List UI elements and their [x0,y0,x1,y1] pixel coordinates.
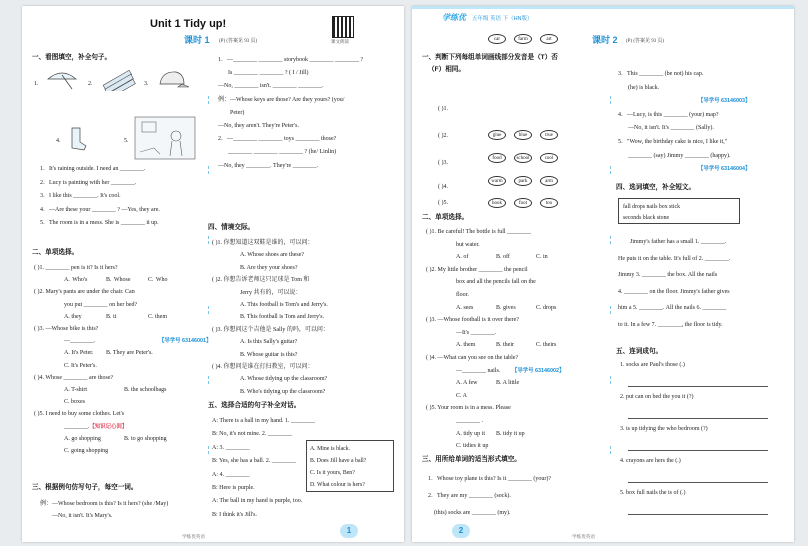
mc-3-question: ( )3. —Whose football is it over there? [426,317,519,324]
pic-num-5: 5. [124,138,129,144]
passage-line-3: Jimmy 3. ________ the box. All the nails [618,272,718,279]
passage-line-4: 4. ________ on the floor. Jimmy's father gives [618,288,730,295]
mc-5-option-c: C. tidies it up [456,443,489,450]
mc-3-question-cont: —________. 【导学号 63146001】 [64,338,212,345]
mc-3-option-c: C. It's Peter's. [64,362,97,369]
mc-list [34,262,211,457]
fill-3-tag: 【导学号 63146003】 [698,98,751,105]
lesson-title: 课时 1 [184,35,210,45]
order-4: 4. crayons are hers the (.) [620,458,681,464]
rewrite-block [218,54,363,173]
mc-4-option-c: C. A [456,392,468,399]
sentence-4: 4．—Are these your ________ ? —Yes, they are. [40,206,160,213]
answer-line-2[interactable] [628,418,768,419]
pic-num-1: 1. [34,81,39,87]
sit-1-question: ( )1. 你想知道这双鞋是谁的，可以问： [212,240,314,246]
mc-2-question-cont: you put ________ on her bed? [64,301,138,308]
passage-line-6: to it. In a few 7. ________, the floor is tidy. [618,321,723,328]
mc-2-question: ( )2. Mary's pants are under the chair. Can [34,289,135,296]
crayons-icon [98,67,138,91]
word-box [618,198,740,224]
pic-num-3: 3. [144,81,149,87]
dialog-line-6: B: Here is purple. [212,485,255,492]
fill-4: 4．—Lucy, is this ________ (your) map? [618,111,719,118]
passage-line-5: him a 5. ________. All the nails 6. ________ [618,305,727,312]
section-1-heading: 一、看图填空，补全句子。 [32,54,112,61]
fill-1: 1．Whose toy plane is this? Is it ________ (your)? [428,476,551,482]
section-4-heading: 四、情境交际。 [208,224,255,231]
mc-5-option-c: C. going shopping [64,448,109,455]
pron-2-num: ( )2. [438,133,448,139]
section-5-heading: 五、选择合适的句子补全对话。 [208,402,301,409]
mc-3-options: A. them B. their C. theirs [456,342,557,349]
pic-num-2: 2. [88,81,93,87]
answer-line-4[interactable] [628,482,768,483]
sit-4-option-a: A. Whose tidying up the classroom? [240,376,328,383]
mc-5-question: ( )5. Your room is in a mess. Please [426,405,511,412]
fill-5: 5．"Wow, the birthday cake is nice, I like it," [618,138,728,145]
sit-3-option-b: B. Whose guitar is this? [240,351,298,358]
fill-3-cont: (he) is black. [628,84,660,91]
pron-5-word-book: book [488,198,506,208]
pron-1-word-car: car [488,34,506,44]
pron-5-num: ( )5. [438,200,448,206]
choice-b: B. Does Jill have a ball? [310,458,367,464]
unit-title: Unit 1 Tidy up! [150,18,227,30]
lesson-note: (P) (答案见 93 页) [219,39,258,44]
rewrite-1-line-3: —No, ________ isn't. ________ ________. [218,83,324,90]
mc-1-options: A. of B. off C. in [456,254,548,261]
answer-line-1[interactable] [628,386,768,387]
messy-room-icon [134,116,196,160]
rewrite-2-line-2: ________ ________ ________ ? (he/ Linlin) [228,149,337,156]
mc-1-options: A. Who's B. Whose C. Who [64,277,168,284]
dialog-list [212,415,315,522]
qr-code[interactable] [332,16,354,38]
pron-4-word-arm: arm [540,176,558,186]
pron-2-word-true: true [540,130,558,140]
pron-5-word-too: too [540,198,558,208]
example-line-1: 例：—Whose bedroom is this? Is it hers? (she /May) [40,501,169,507]
passage [618,234,730,334]
sentence-1: 1．It's raining outside. I need an ________. [40,166,146,172]
rewrite-2-line-1: 2．—________ ________ toys ________ those? [218,136,337,143]
cap-icon [156,68,190,90]
section-1-heading: 一、判断下列每组单词画线部分发音是（T）否 [422,54,558,61]
sentence-3: 3．I like this ________. It's cool. [40,193,121,199]
sentence-5: 5．The room is in a mess. She is ________ it up. [40,220,159,226]
lesson-note: (P) (答案见 93 页) [626,39,665,44]
pron-3-word-food: food [488,153,506,163]
sentence-2: 2．Lucy is painting with her ________. [40,179,137,186]
mc-4-options: A. A few B. A little [456,380,520,387]
rewrite-1-line-1: 1．—________ ________ storybook ________ ________ ? [218,57,364,63]
section-3-heading: 三、根据例句仿写句子，每空一词。 [32,484,138,491]
mc-2-question-cont-2: floor. [456,291,469,298]
dialog-line-4: B: Yes, she has a ball. 2. ________ [212,458,296,465]
mc-2-options: A. sees B. gives C. drops [456,304,557,311]
mc-4-tag: 【导学号 63146002】 [512,367,565,374]
mc-3-tag: 【导学号 63146001】 [159,338,212,345]
sock-icon [66,126,90,152]
pron-1-word-art: art [540,34,558,44]
page-number-1: 1 [340,524,358,538]
order-2: 2. put can on bed the you it (?) [620,394,694,400]
choice-c: C. Is it yours, Ben? [310,470,355,476]
section-1-sentences [40,163,160,231]
rewrite-example-2: Peter) [230,109,245,116]
mc-4-question: ( )4. —What can you see on the table? [426,354,519,361]
mc-5-question-cont: ________.【知识记心间】 [64,423,128,430]
sit-2-question: ( )2. 你想告诉老师这只足球是 Tom 和 [212,277,310,284]
answer-line-5[interactable] [628,514,768,515]
fill-5-tag: 【导学号 63146004】 [698,166,751,173]
mc-5-options: A. go shopping B. to go shopping [64,435,167,442]
fill-list [428,471,551,522]
mc-1-question: ( )1. Be careful! The bottle is full ________ [426,229,532,235]
fill-5-cont: ________ (say) Jimmy ________ (happy). [628,152,731,159]
passage-line-1: Jimmy's father has a small 1. ________. [630,239,727,245]
section-1-heading-cont: （F）相同。 [428,66,465,73]
mc-4-option-c: C. boxes [64,399,85,406]
header-bar [412,6,794,9]
mc-2-question: ( )2. My little brother ________ the pencil [426,266,528,273]
sit-3-option-a: A. Is this Sally's guitar? [240,339,298,346]
mc-list [426,226,564,453]
word-box-line-2: seconds black stone [623,215,670,221]
lesson-title: 课时 2 [592,35,618,45]
page-number-2: 2 [452,524,470,538]
section-2-heading: 二、单项选择。 [32,249,79,256]
mc-2-question-cont: box and all the pencils fall on the [456,279,536,286]
sit-2-option-b: B. This football is Tom and Jerry's. [240,314,325,321]
pron-3-num: ( )3. [438,160,448,166]
sit-3-question: ( )3. 你想问这个吉他是 Sally 的吗，可以问： [212,326,329,333]
sit-4-question: ( )4. 你想问是谁在打扫教室，可以问： [212,364,314,371]
rewrite-example-3: —No, they aren't. They're Peter's. [218,123,299,130]
rewrite-example-1: 例：—Whose keys are those? Are they yours? (you/ [218,96,345,103]
rewrite-1-line-2: Is ________ ________ ? ( I / Jill) [228,70,309,77]
section-5-heading: 五、连词成句。 [616,348,663,355]
fill-4-cont: —No, it isn't. It's ________ (Sally). [628,125,714,132]
word-box-line-1: fall drops nails box stick [623,204,680,210]
pron-3-word-cool: cool [540,153,558,163]
pron-2-word-glue: glue [488,130,506,140]
section-3-heading: 三、用所给单词的适当形式填空。 [422,456,521,463]
example-line-2: —No, it isn't. It's Mary's. [52,513,113,519]
mc-3-question: ( )3. —Whose bike is this? [34,326,99,333]
choice-a: A. Mine is black. [310,446,351,452]
section-2-heading: 二、单项选择。 [422,214,469,221]
mc-4-options: A. T-shirt B. the schoolbags [64,387,167,394]
situation-list [212,237,329,398]
pron-3-word-school: school [514,153,532,163]
mc-5-question: ( )5. I need to buy some clothes. Let's [34,411,125,418]
left-page [22,6,404,542]
mc-4-question: ( )4. Whose ________ are those? [34,374,114,381]
sit-4-option-b: B. Who's tidying up the classroom? [240,388,326,395]
order-1: 1. socks are Paul's those (.) [620,362,685,368]
mc-5-tag: 【知识记心间】 [89,423,128,430]
sit-2-question-cont: Jerry 共有的，可以说： [240,289,302,296]
dialog-line-3: A: 3. ________ [212,444,250,451]
footer-right: 学练优英语 [572,534,595,539]
answer-line-3[interactable] [628,450,768,451]
section-4-heading: 四、选词填空，补全短文。 [616,184,696,191]
section-3-example [40,498,168,522]
mc-1-question-cont: but water. [456,241,480,248]
pron-4-num: ( )4. [438,184,448,190]
mc-3-options: A. It's Peter. B. They are Peter's. [64,350,153,357]
mc-2-options: A. they B. it C. them [64,313,167,320]
pron-1-num: ( )1. [438,106,448,112]
sit-1-option-b: B. Are they your shoes? [240,264,298,271]
pron-1-word-farm: farm [514,34,532,44]
sit-2-option-a: A. This football is Tom's and Jerry's. [240,302,328,309]
dialog-line-8: B: I think it's Jill's. [212,511,258,518]
pron-2-word-blue: blue [514,130,532,140]
fill-3: 3．This ________ (be not) his cap. [618,71,704,77]
fill-2-cont: (this) socks are ________ (my). [434,510,511,516]
dialog-line-7: A: The ball in my hand is purple, too. [212,498,303,505]
grade-label: 五年级 英语 下（HN版） [472,16,533,22]
umbrella-icon [46,67,78,91]
mc-5-question-cont: ________ . [456,417,483,424]
choice-box [306,440,394,492]
qr-label: 课文朗读 [331,39,349,44]
fill-right-list [618,68,750,177]
mc-1-question: ( )1. ________ pen is it? Is it hers? [34,265,118,271]
mc-3-question-cont: —It's ________. [456,329,497,336]
fill-2: 2．They are my ________ (sock). [428,493,511,499]
dialog-line-2: B: No, it's not mine. 2. ________ [212,431,292,438]
dialog-line-5: A: 4. ________ [212,471,250,478]
pron-5-word-foot: foot [514,198,532,208]
brand-logo: 学练优 [442,13,466,22]
footer-left: 学练优英语 [182,534,205,539]
pron-4-word-warm: warm [488,176,506,186]
rewrite-2-line-3: —No, they ________. They're ________. [218,162,319,169]
choice-d: D. What colour is hers? [310,482,365,488]
order-3: 3. is up tidying the who bedroom (?) [620,426,708,432]
pic-num-4: 4. [56,138,61,144]
mc-4-question-cont: —________ nails. 【导学号 63146002】 [456,367,565,374]
mc-5-options: A. tidy up it B. tidy it up [456,430,525,437]
right-page [412,6,794,542]
sit-1-option-a: A. Whose shoes are these? [240,252,305,259]
order-5: 5. box full nails the is of (.) [620,490,686,496]
dialog-line-1: A: There is a ball in my hand. 1. ________ [212,418,316,424]
pron-4-word-park: park [514,176,532,186]
passage-line-2: He puts it on the table. It's full of 2. ________. [618,255,731,262]
